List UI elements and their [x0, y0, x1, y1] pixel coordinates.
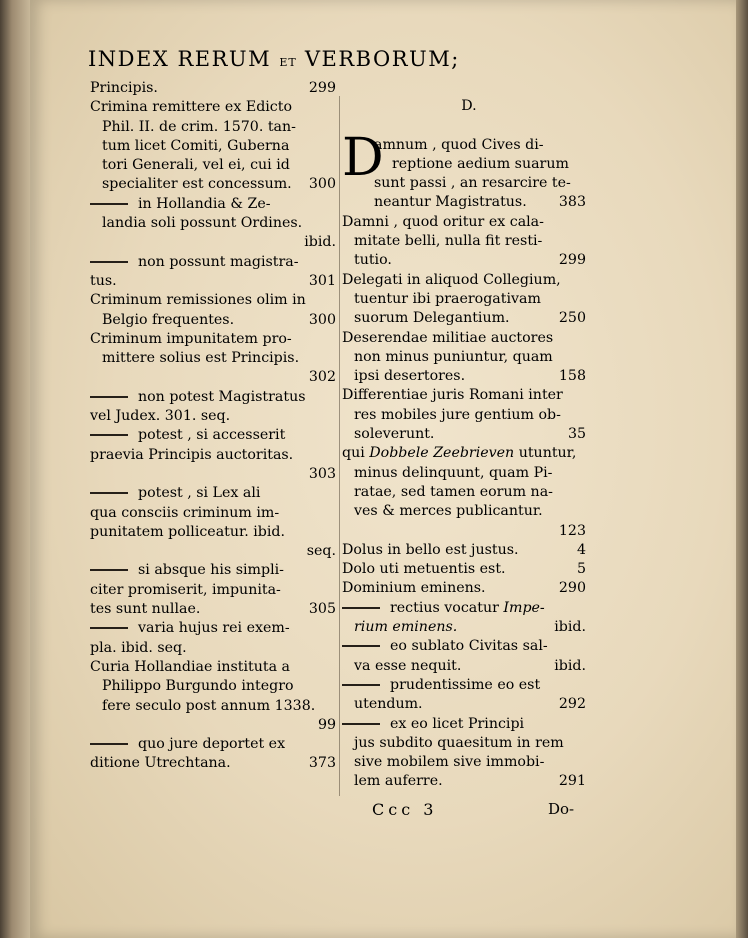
entry-text: amnum , quod Cives di-: [374, 136, 544, 153]
drop-cap: D: [342, 128, 384, 188]
entry-text: ratae, sed tamen eorum na-: [354, 483, 553, 500]
entry-text: specialiter est concessum.: [102, 176, 292, 193]
page-reference: 290: [558, 580, 586, 597]
header-title-part3: VERBORUM;: [304, 47, 460, 71]
entry-text-tail: utuntur,: [514, 445, 577, 462]
index-entry-line: [90, 311, 336, 330]
entry-text: Curia Hollandiae instituta a: [90, 658, 291, 675]
page-edge: [736, 0, 748, 938]
left-index-column: [90, 79, 336, 774]
entry-text: citer promiserit, impunita-: [90, 581, 281, 598]
entry-text: reptione aedium suarum: [392, 155, 569, 172]
entry-text: praevia Principis auctoritas.: [90, 446, 294, 463]
index-entry-line: [90, 407, 336, 426]
index-entry-line: [342, 483, 586, 502]
index-entry-line: [342, 174, 586, 193]
page-reference: ibid.: [554, 657, 586, 674]
index-entry-line: [342, 618, 586, 637]
index-entry-line: [342, 425, 586, 444]
repeat-dash: [90, 627, 128, 629]
repeat-dash: [90, 569, 128, 571]
repeat-dash: [90, 492, 128, 494]
index-entry-line: [90, 330, 336, 349]
index-entry-line: [90, 735, 336, 754]
index-entry-line: [90, 79, 336, 98]
entry-text: non potest Magistratus: [138, 388, 306, 405]
page-reference: seq.: [306, 543, 336, 560]
index-entry-line: [342, 753, 586, 772]
entry-text: rectius vocatur: [390, 599, 504, 616]
index-entry-line: [342, 367, 586, 386]
index-entry-line: [342, 290, 586, 309]
repeat-dash: [342, 645, 380, 647]
entry-text: ipsi desertores.: [354, 368, 466, 385]
entry-text: res mobiles jure gentium ob-: [354, 406, 561, 423]
entry-text: minus delinquunt, quam Pi-: [354, 464, 553, 481]
page-reference: 303: [308, 465, 336, 482]
index-entry-line: [90, 118, 336, 137]
index-entry-line: [342, 695, 586, 714]
page-reference: 300: [308, 311, 336, 328]
entry-text: Principis.: [90, 80, 158, 96]
entry-text: Dominium eminens.: [342, 580, 486, 597]
repeat-dash: [90, 396, 128, 398]
entry-text: Damni , quod oritur ex cala-: [342, 213, 544, 230]
index-entry-line: [90, 658, 336, 677]
index-entry-line: [342, 637, 586, 656]
entry-italic-text: Impe-: [503, 599, 545, 616]
index-entry-line: [342, 348, 586, 367]
index-entry-line: [90, 272, 336, 291]
index-entry-line: [90, 581, 336, 600]
index-entry-line: [342, 155, 586, 174]
index-entry-line: [342, 309, 586, 328]
page-reference: 158: [558, 368, 586, 385]
index-entry-line: [90, 137, 336, 156]
entry-text: jus subdito quaesitum in rem: [354, 734, 564, 751]
index-entry-line: [342, 329, 586, 348]
entry-text: pla. ibid. seq.: [90, 639, 187, 656]
page-reference: 292: [558, 696, 586, 713]
index-entry-line: [342, 772, 586, 791]
page-reference: 99: [317, 716, 336, 733]
entry-text: sunt passi , an resarcire te-: [374, 175, 571, 192]
index-entry-line: [90, 677, 336, 696]
entry-text: Delegati in aliquod Collegium,: [342, 271, 561, 288]
entry-text: sive mobilem sive immobi-: [354, 754, 545, 771]
entry-text: utendum.: [354, 696, 423, 713]
index-entry-line: [342, 444, 586, 463]
index-entry-line: [342, 599, 586, 618]
signature-mark: Ccc 3: [372, 800, 438, 819]
entry-text: soleverunt.: [354, 426, 435, 443]
repeat-dash: [90, 261, 128, 263]
index-entry-line: [90, 426, 336, 445]
repeat-dash: [90, 203, 128, 205]
repeat-dash: [342, 723, 380, 725]
entry-text: landia soli possunt Ordines.: [102, 215, 303, 232]
entry-text: si absque his simpli-: [138, 562, 284, 579]
index-entry-line: [90, 156, 336, 175]
header-title-part1: INDEX RERUM: [88, 47, 272, 71]
index-entry-line: [342, 715, 586, 734]
index-entry-line: [90, 619, 336, 638]
index-entry-line: [90, 600, 336, 619]
entry-text: Criminum impunitatem pro-: [90, 330, 292, 347]
header-title-part2: ET: [279, 56, 297, 69]
section-letter-heading: D.: [461, 98, 477, 114]
entry-text: qua consciis criminum im-: [90, 504, 280, 521]
page-reference: 250: [558, 310, 586, 327]
entry-text: non minus puniuntur, quam: [354, 348, 553, 365]
index-entry-line: [90, 291, 336, 310]
page-reference: 5: [576, 561, 586, 578]
index-entry-line: [90, 388, 336, 407]
index-entry-line: [342, 386, 586, 405]
page-reference: 373: [308, 755, 336, 772]
entry-text: potest , si Lex ali: [138, 485, 261, 502]
entry-text: potest , si accesserit: [138, 427, 286, 444]
page-reference: 4: [576, 541, 586, 558]
entry-text: Dolo uti metuentis est.: [342, 561, 506, 578]
entry-text: in Hollandia & Ze-: [138, 195, 271, 212]
entry-text: Philippo Burgundo integro: [102, 678, 294, 695]
entry-text: Phil. II. de crim. 1570. tan-: [102, 118, 296, 135]
page-reference: 300: [308, 176, 336, 193]
index-entry-line: [342, 251, 586, 270]
index-entry-line: [342, 657, 586, 676]
index-entry-line: [342, 271, 586, 290]
entry-italic-text: rium eminens.: [354, 619, 458, 636]
repeat-dash: [90, 743, 128, 745]
entry-text: Deserendae militiae auctores: [342, 329, 554, 346]
entry-text: mittere solius est Principis.: [102, 350, 300, 367]
entry-text: qui: [342, 445, 370, 462]
page-reference: ibid.: [304, 234, 336, 251]
index-entry-line: [90, 542, 336, 561]
index-entry-line: [90, 233, 336, 252]
page-reference: 383: [558, 194, 586, 211]
index-entry-line: [342, 579, 586, 598]
entry-text: fere seculo post annum 1338.: [102, 697, 316, 714]
index-entry-line: [90, 465, 336, 484]
entry-text: punitatem polliceatur. ibid.: [90, 523, 285, 540]
entry-text: quo jure deportet ex: [138, 736, 286, 753]
index-entry-line: [90, 349, 336, 368]
page-reference: 291: [558, 773, 586, 790]
entry-text: ex eo licet Principi: [390, 715, 525, 732]
running-header: [88, 47, 658, 71]
index-entry-line: [342, 464, 586, 483]
entry-text: eo sublato Civitas sal-: [390, 638, 548, 655]
index-entry-line: [90, 639, 336, 658]
index-entry-line: [342, 541, 586, 560]
entry-text: tum licet Comiti, Guberna: [102, 137, 290, 154]
index-entry-line: [90, 195, 336, 214]
entry-text: ves & merces publicantur.: [354, 503, 543, 520]
entry-text: Dolus in bello est justus.: [342, 541, 519, 558]
catchword: Do-: [548, 800, 575, 818]
entry-italic-text: Dobbele Zeebrieven: [369, 445, 515, 462]
index-entry-line: [90, 214, 336, 233]
index-entry-line: [342, 502, 586, 521]
page-reference: 123: [558, 522, 586, 539]
entry-text: Crimina remittere ex Edicto: [90, 99, 292, 116]
entry-text: Belgio frequentes.: [102, 311, 235, 328]
repeat-dash: [342, 607, 380, 609]
repeat-dash: [342, 684, 380, 686]
index-entry-line: [90, 523, 336, 542]
index-entry-line: [342, 734, 586, 753]
index-entry-line: [90, 716, 336, 735]
entry-text: ditione Utrechtana.: [90, 755, 231, 772]
entry-text: vel Judex. 301. seq.: [90, 408, 231, 425]
entry-text: Criminum remissiones olim in: [90, 292, 306, 309]
page-reference: 301: [308, 272, 336, 289]
column-divider: [339, 96, 340, 796]
page-reference: 305: [308, 601, 336, 618]
index-entry-line: [90, 561, 336, 580]
entry-text: non possunt magistra-: [138, 253, 299, 270]
index-entry-line: [90, 754, 336, 773]
entry-text: mitate belli, nulla fit resti-: [354, 233, 543, 250]
index-entry-line: [90, 368, 336, 387]
entry-text: tori Generali, vel ei, cui id: [102, 157, 290, 174]
right-index-column: [342, 97, 586, 792]
entry-text: varia hujus rei exem-: [138, 620, 290, 637]
index-entry-line: [342, 193, 586, 212]
index-entry-line: [342, 232, 586, 251]
index-entry-line: [342, 522, 586, 541]
index-entry-line: [90, 484, 336, 503]
entry-text: Differentiae juris Romani inter: [342, 387, 563, 404]
book-spine-edge: [0, 0, 30, 938]
entry-text: tes sunt nullae.: [90, 601, 201, 618]
entry-text: neantur Magistratus.: [374, 194, 527, 211]
entry-text: suorum Delegantium.: [354, 310, 510, 327]
page-reference: 299: [558, 252, 586, 269]
entry-text: tutio.: [354, 252, 392, 269]
index-entry-line: [342, 560, 586, 579]
index-entry-line: [90, 98, 336, 117]
index-entry-line: [90, 504, 336, 523]
index-entry-line: [342, 116, 586, 135]
entry-text: tuentur ibi praerogativam: [354, 290, 541, 307]
index-entry-line: [90, 697, 336, 716]
index-entry-line: [90, 446, 336, 465]
entry-text: va esse nequit.: [354, 657, 462, 674]
entry-text: lem auferre.: [354, 773, 443, 790]
index-entry-line: [90, 253, 336, 272]
index-entry-line: [342, 213, 586, 232]
index-entry-line: [342, 676, 586, 695]
repeat-dash: [90, 434, 128, 436]
entry-text: tus.: [90, 272, 117, 289]
page-reference: ibid.: [554, 619, 586, 636]
index-entry-line: [90, 175, 336, 194]
page-reference: 302: [308, 369, 336, 386]
entry-text: prudentissime eo est: [390, 676, 541, 693]
index-entry-line: [342, 136, 586, 155]
page-reference: 299: [308, 80, 336, 96]
index-entry-line: [342, 406, 586, 425]
page-reference: 35: [567, 426, 586, 443]
